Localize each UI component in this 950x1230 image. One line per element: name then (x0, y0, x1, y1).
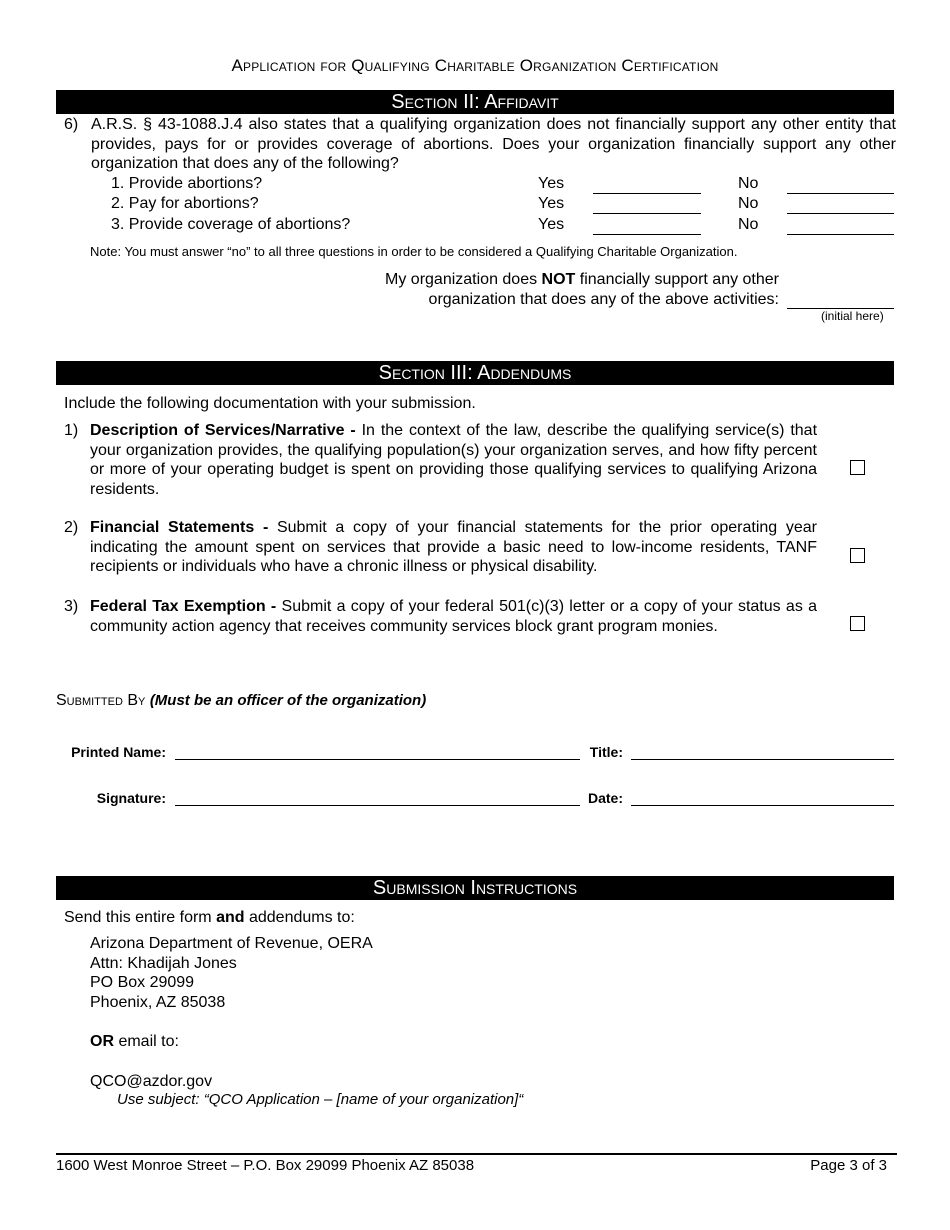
question-label: 2. Pay for abortions? (111, 195, 259, 212)
footer-divider (56, 1153, 897, 1155)
item-number: 6) (64, 116, 79, 133)
yes-answer-line[interactable] (593, 193, 701, 194)
email-address[interactable]: QCO@azdor.gov (90, 1073, 213, 1090)
address-line: PO Box 29099 (90, 974, 195, 991)
initial-here-label: (initial here) (821, 309, 884, 323)
addendum-description: Description of Services/Narrative - In the context of the law, describe the qualifying service(s) that your organization provides, the qualifying population(s) your organization serves, and how fifty percent or more of your operating budget is spent on providing those qualifying services to qualifying Arizona residents. (90, 422, 818, 498)
yes-answer-line[interactable] (593, 213, 701, 214)
title-field[interactable] (631, 759, 894, 760)
no-label: No (738, 175, 759, 192)
statement-line-2: organization that does any of the above activities: (428, 291, 779, 308)
address-line: Phoenix, AZ 85038 (90, 994, 226, 1011)
section-3-heading: Section III: Addendums (56, 361, 894, 385)
section-2-heading: Section II: Affidavit (56, 90, 894, 114)
no-answer-line[interactable] (787, 234, 894, 235)
yes-label: Yes (538, 175, 565, 192)
addendum-number: 3) (64, 598, 79, 615)
subject-note: Use subject: “QCO Application – [name of your organization]“ (117, 1091, 524, 1108)
addendum-description: Financial Statements - Submit a copy of your financial statements for the prior operating year indicating the amount spent on services that provide a basic need to low-income residents, TANF recipients or individuals who have a chronic illness or physical disability. (90, 519, 817, 575)
date-field[interactable] (631, 805, 894, 806)
question-label: 3. Provide coverage of abortions? (111, 216, 351, 233)
date-label: Date: (587, 790, 623, 806)
printed-name-field[interactable] (175, 759, 580, 760)
no-label: No (738, 195, 759, 212)
yes-label: Yes (538, 216, 565, 233)
signature-field[interactable] (175, 805, 580, 806)
addendum-description: Federal Tax Exemption - Submit a copy of your federal 501(c)(3) letter or a copy of your status as a community action agency that receives community services block grant program monies. (90, 598, 817, 635)
send-instruction: Send this entire form and addendums to: (64, 909, 355, 926)
form-title: Application for Qualifying Charitable Organization Certification (231, 56, 719, 75)
submitted-by-heading: Submitted By (Must be an officer of the organization) (56, 692, 427, 709)
addendum-2-checkbox[interactable] (850, 548, 865, 563)
no-answer-line[interactable] (787, 193, 894, 194)
affidavit-question: A.R.S. § 43-1088.J.4 also states that a qualifying organization does not financially support any other entity that provides, pays for or provides coverage of abortions. Does your organization financially support any other organization that does any of the following? (91, 116, 896, 172)
address-line: Arizona Department of Revenue, OERA (90, 935, 373, 952)
no-label: No (738, 216, 759, 233)
title-label: Title: (589, 744, 623, 760)
yes-answer-line[interactable] (593, 234, 701, 235)
signature-label: Signature: (96, 790, 166, 806)
footer-address: 1600 West Monroe Street – P.O. Box 29099 Phoenix AZ 85038 (56, 1157, 475, 1174)
address-line: Attn: Khadijah Jones (90, 955, 237, 972)
no-answer-line[interactable] (787, 213, 894, 214)
addendum-number: 2) (64, 519, 79, 536)
addendum-1-checkbox[interactable] (850, 460, 865, 475)
question-label: 1. Provide abortions? (111, 175, 263, 192)
addendum-3-checkbox[interactable] (850, 616, 865, 631)
statement-line-1: My organization does NOT financially support any other (385, 271, 779, 288)
submission-heading: Submission Instructions (56, 876, 894, 900)
affidavit-note: Note: You must answer “no” to all three questions in order to be considered a Qualifying Charitable Organization. (90, 244, 738, 259)
yes-label: Yes (538, 195, 565, 212)
printed-name-label: Printed Name: (71, 744, 166, 760)
page-number: Page 3 of 3 (810, 1157, 887, 1174)
addendum-number: 1) (64, 422, 79, 439)
addendums-intro: Include the following documentation with your submission. (64, 395, 476, 412)
or-email-text: OR email to: (90, 1033, 179, 1050)
